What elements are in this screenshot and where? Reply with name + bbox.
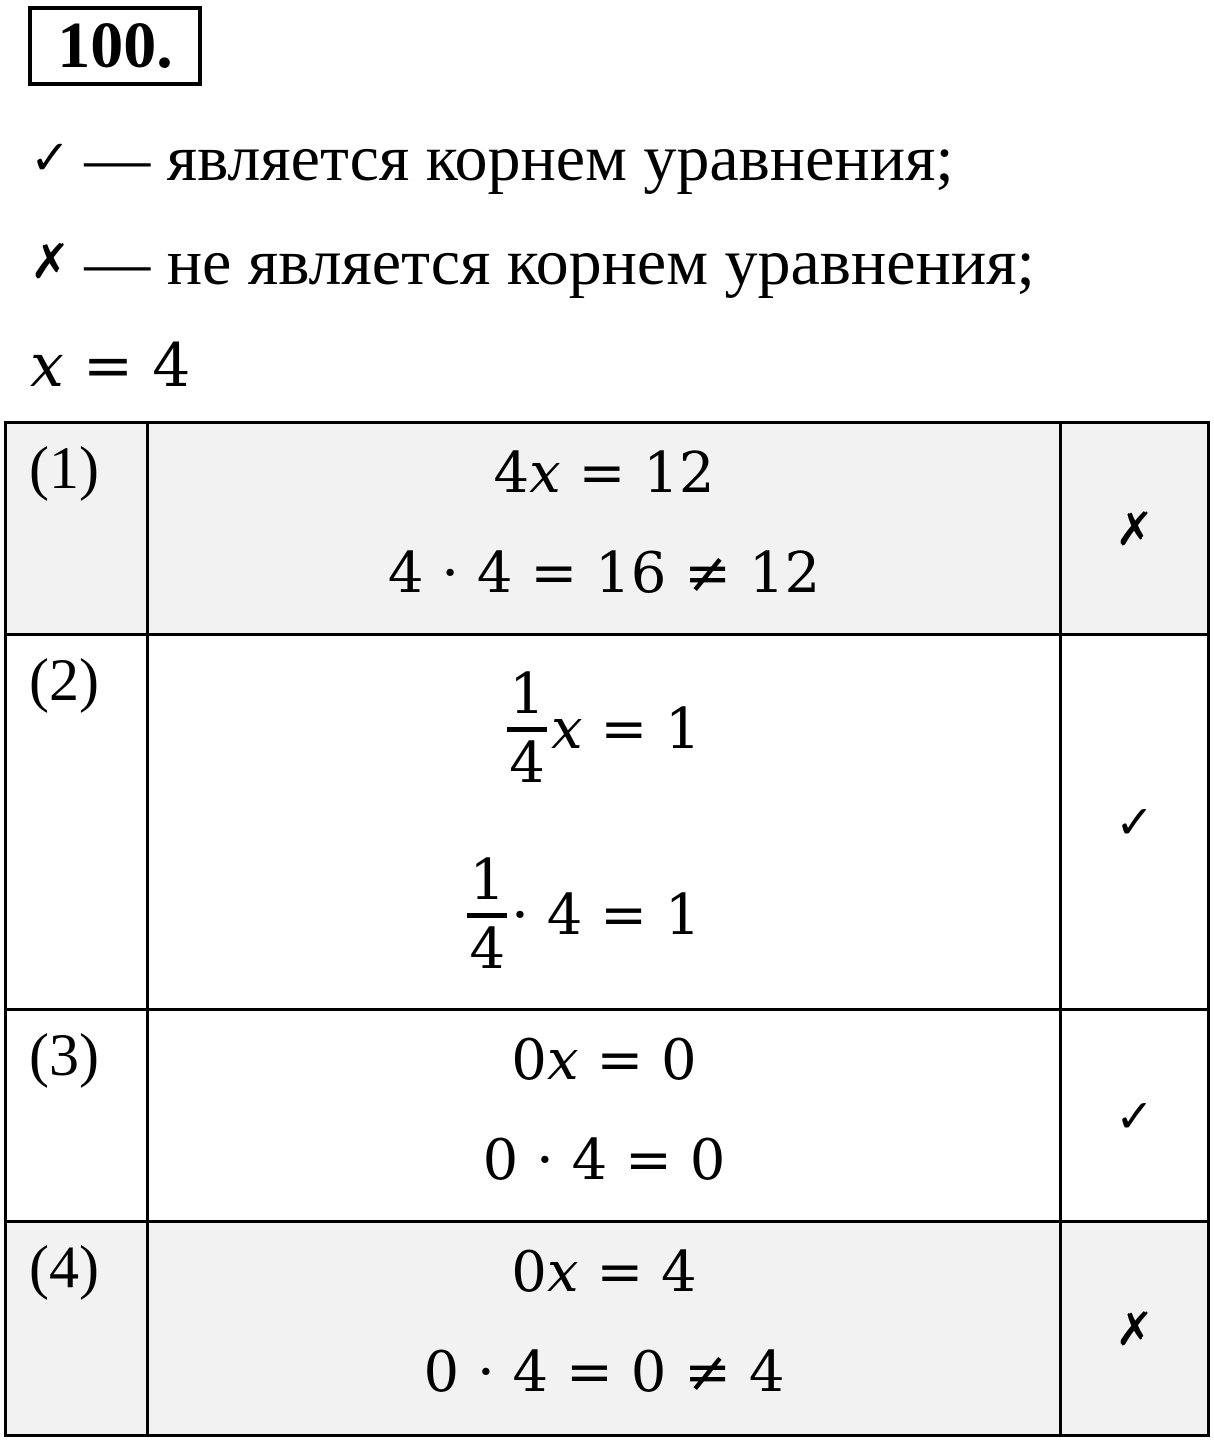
- equation-check: 4 · 4 = 16 ≠ 12: [387, 541, 821, 606]
- table-row: [6, 1222, 1209, 1436]
- equation: 0x = 0: [511, 1028, 697, 1093]
- check-icon: ✓: [30, 130, 71, 186]
- row-label: (2): [6, 635, 148, 1010]
- equation-cell: [148, 1010, 1061, 1222]
- row-label: (3): [6, 1010, 148, 1222]
- row-label: (4): [6, 1222, 148, 1436]
- equation: 0x = 4: [511, 1240, 697, 1305]
- check-icon: ✓: [1061, 1010, 1209, 1222]
- legend-not-root-text: — не является корнем уравнения;: [84, 226, 1035, 299]
- equation-cell: [148, 635, 1061, 1010]
- row-label: (1): [6, 423, 148, 635]
- cross-icon: ✗: [1061, 1222, 1209, 1436]
- legend-root-text: — является корнем уравнения;: [84, 122, 954, 195]
- check-icon: ✓: [1061, 635, 1209, 1010]
- equation-check: 0 · 4 = 0 ≠ 4: [423, 1340, 785, 1405]
- cross-icon: ✗: [30, 234, 71, 290]
- legend-root: [30, 118, 954, 199]
- solutions-table: [4, 421, 1210, 1437]
- table-row: [6, 423, 1209, 635]
- legend-not-root: [30, 222, 1035, 303]
- table-row: [6, 635, 1209, 1010]
- equation-check: 0 · 4 = 0: [482, 1128, 726, 1193]
- equation: 4x = 12: [493, 441, 715, 506]
- table-row: [6, 1010, 1209, 1222]
- equation: $\frac{1}{4}$ x = 1: [509, 661, 701, 796]
- equation-cell: [148, 1222, 1061, 1436]
- given-variable: x: [30, 331, 64, 401]
- cross-icon: ✗: [1061, 423, 1209, 635]
- equation-cell: [148, 423, 1061, 635]
- problem-number: 100.: [28, 6, 202, 86]
- fraction: $\frac{1}{4}$: [509, 661, 545, 796]
- given-rest: = 4: [63, 331, 191, 401]
- given-value: [30, 326, 190, 406]
- fraction: $\frac{1}{4}$: [469, 847, 506, 982]
- equation-check: $\frac{1}{4}$ · 4 = 1: [469, 847, 701, 982]
